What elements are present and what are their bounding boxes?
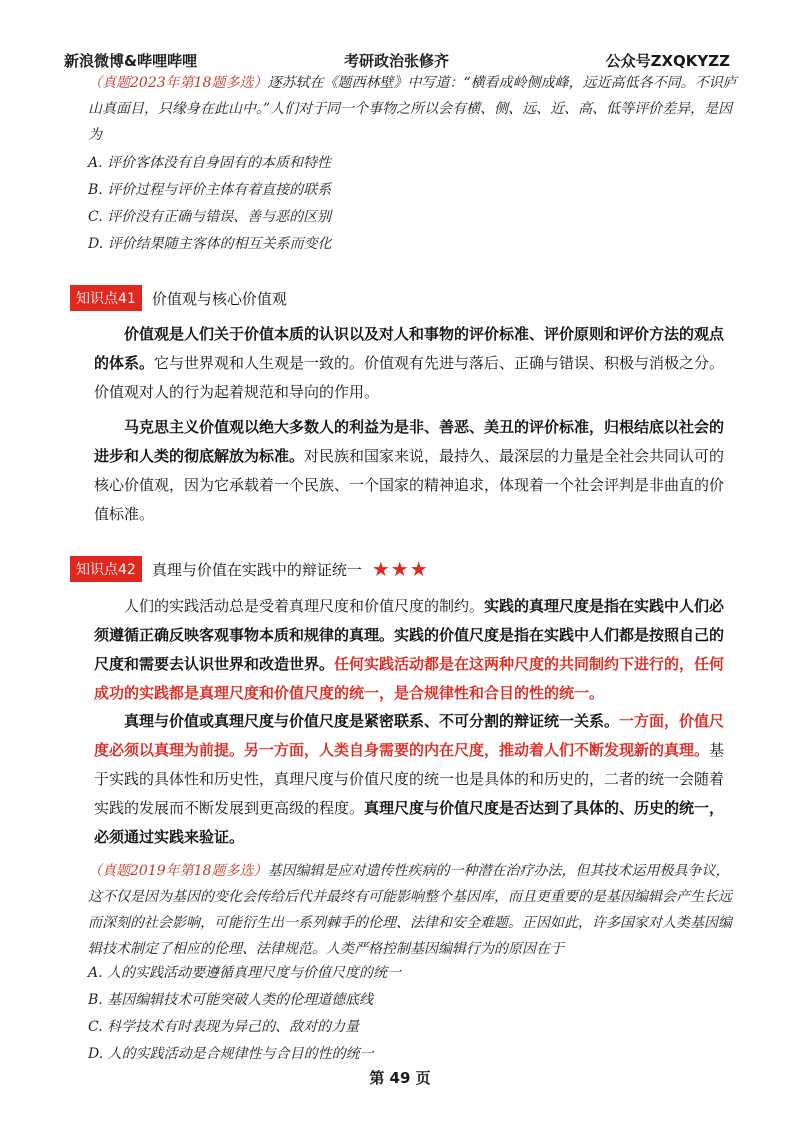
- kp-title: 价值观与核心价值观: [151, 289, 287, 308]
- knowledge-point-42: [70, 556, 429, 582]
- importance-stars-icon: ★★★: [371, 557, 429, 581]
- option-a: A. 评价客体没有自身固有的本质和特性: [88, 155, 332, 171]
- question-2019-stem: [88, 858, 740, 962]
- header-center: 考研政治张修齐: [344, 52, 450, 70]
- kp42-paragraph-1: 人们的实践活动总是受着真理尺度和价值尺度的制约。实践的真理尺度是指在实践中人们必须遵循正确反映客观事物本质和规律的真理。实践的价值尺度是指在实践中人们都是按照自己的尺度和需要去认识世界和改造世界。任何实践活动都是在这两种尺度的共同制约下进行的，任何成功的实践都是真理尺度和价值尺度的统一，是合规律性和合目的性的统一。: [94, 597, 725, 702]
- option-a: A. 人的实践活动要遵循真理尺度与价值尺度的统一: [88, 965, 402, 981]
- kp42-paragraph-2: 真理与价值或真理尺度与价值尺度是紧密联系、不可分割的辩证统一关系。一方面，价值尺度必须以真理为前提。另一方面，人类自身需要的内在尺度，推动着人们不断发现新的真理。基于实践的具体性和历史性，真理尺度与价值尺度的统一也是具体的和历史的，二者的统一会随着实践的发展而不断发展到更高级的程度。真理尺度与价值尺度是否达到了具体的、历史的统一，必须通过实践来验证。: [94, 712, 725, 846]
- question-tag: （真题2023年第18题多选）: [88, 75, 268, 91]
- question-text: 逐苏轼在《题西林壁》中写道：“横看成岭侧成峰，远近高低各不同。不识庐山真面目，只缘身在此山中。”人们对于同一个事物之所以会有横、侧、远、近、高、低等评价差异，是因为: [88, 75, 737, 143]
- kp41-paragraph-1: 价值观是人们关于价值本质的认识以及对人和事物的评价标准、评价原则和评价方法的观点的体系。它与世界观和人生观是一致的。价值观有先进与落后、正确与错误、积极与消极之分。价值观对人的行为起着规范和导向的作用。: [94, 325, 725, 401]
- option-b: B. 基因编辑技术可能突破人类的伦理道德底线: [88, 992, 374, 1008]
- page-number: 第 49 页: [369, 1069, 431, 1087]
- kp-badge: 知识点42: [70, 556, 142, 582]
- knowledge-point-41: [70, 285, 287, 311]
- option-b: B. 评价过程与评价主体有着直接的联系: [88, 182, 332, 198]
- kp-title: 真理与价值在实践中的辩证统一: [151, 560, 362, 579]
- question-tag: （真题2019年第18题多选）: [88, 863, 268, 879]
- header-left: 新浪微博&哔哩哔哩: [64, 52, 198, 70]
- page-header: [64, 50, 730, 72]
- question-text: 基因编辑是应对遗传性疾病的一种潜在治疗办法，但其技术运用极具争议，这不仅是因为基因的变化会传给后代并最终有可能影响整个基因库，而且更重要的是基因编辑会产生长远而深刻的社会影响，可能衍生出一系列棘手的伦理、法律和安全难题。正因如此，许多国家对人类基因编辑技术制定了相应的伦理、法律规范。人类严格控制基因编辑行为的原因在于: [88, 863, 732, 957]
- option-d: D. 评价结果随主客体的相互关系而变化: [88, 236, 332, 252]
- option-c: C. 科学技术有时表现为异己的、敌对的力量: [88, 1019, 360, 1035]
- header-right: 公众号ZXQKYZZ: [605, 52, 730, 70]
- option-c: C. 评价没有正确与错误、善与恶的区别: [88, 209, 332, 225]
- option-d: D. 人的实践活动是合规律性与合目的性的统一: [88, 1046, 374, 1062]
- question-2023-stem: [88, 70, 740, 148]
- kp-badge: 知识点41: [70, 285, 142, 311]
- kp41-paragraph-2: 马克思主义价值观以绝大多数人的利益为是非、善恶、美丑的评价标准，归根结底以社会的进步和人类的彻底解放为标准。对民族和国家来说，最持久、最深层的力量是全社会共同认可的核心价值观，因为它承载着一个民族、一个国家的精神追求，体现着一个社会评判是非曲直的价值标准。: [94, 418, 725, 523]
